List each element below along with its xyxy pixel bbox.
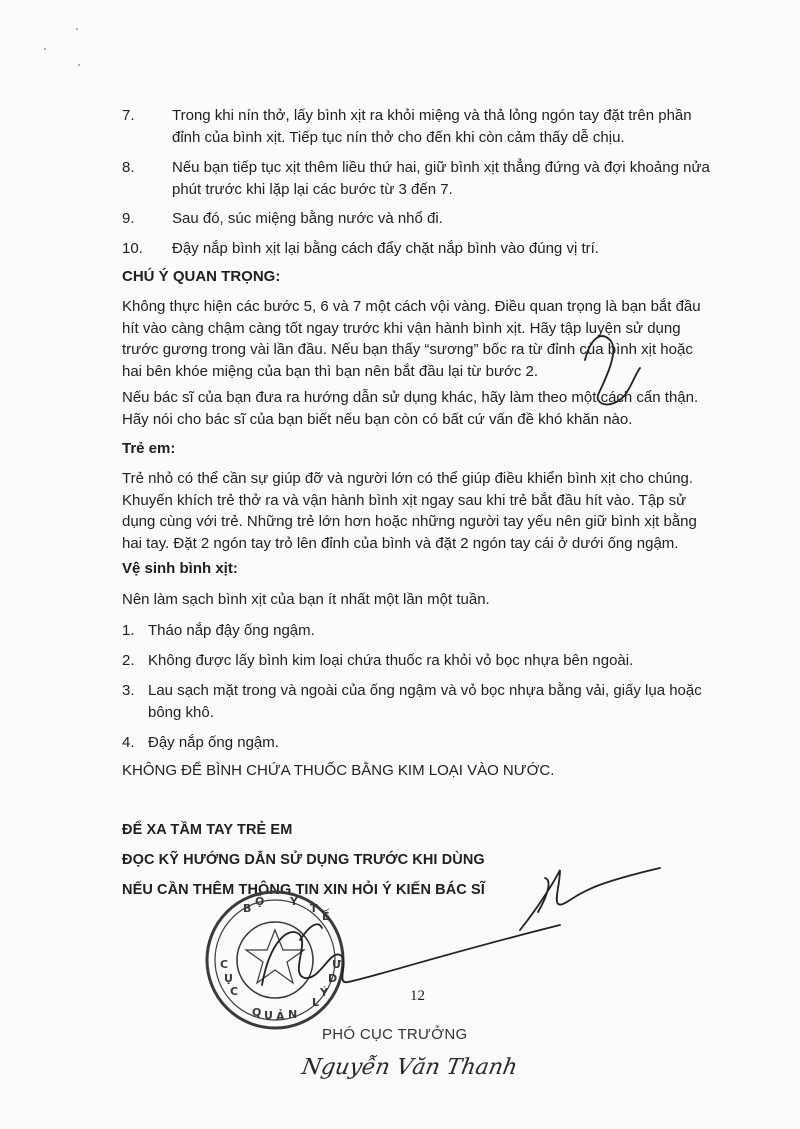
svg-text:D: D bbox=[328, 972, 338, 985]
notice-keep-away: ĐỂ XA TẦM TAY TRẺ EM bbox=[122, 822, 293, 838]
signatory-title: PHÓ CỤC TRƯỞNG bbox=[322, 1026, 468, 1043]
step-9-number: 9. bbox=[122, 210, 135, 227]
children-heading: Trẻ em: bbox=[122, 440, 176, 457]
notice-ask-doctor: NẾU CẦN THÊM THÔNG TIN XIN HỎI Ý KIẾN BÁC SĨ bbox=[122, 882, 485, 898]
step-10-text: Đậy nắp bình xịt lại bằng cách đẩy chặt nắp bình vào đúng vị trí. bbox=[172, 240, 599, 257]
cleaning-warning: KHÔNG ĐỂ BÌNH CHỨA THUỐC BẰNG KIM LOẠI VÀO NƯỚC. bbox=[122, 762, 555, 779]
scan-speck bbox=[78, 64, 80, 66]
cleaning-step-1-number: 1. bbox=[122, 622, 135, 639]
svg-text:Ộ: Ộ bbox=[255, 895, 265, 908]
svg-text:T: T bbox=[310, 902, 318, 915]
svg-text:Ý: Ý bbox=[320, 986, 328, 999]
svg-text:Ả: Ả bbox=[276, 1010, 285, 1023]
svg-text:C: C bbox=[230, 985, 239, 998]
cleaning-step-3-number: 3. bbox=[122, 682, 135, 699]
step-10-number: 10. bbox=[122, 240, 143, 257]
step-8-number: 8. bbox=[122, 159, 135, 176]
svg-text:C: C bbox=[220, 958, 229, 971]
step-7-number: 7. bbox=[122, 107, 135, 124]
important-paragraph-1: Không thực hiện các bước 5, 6 và 7 một cách vội vàng. Điều quan trọng là bạn bắt đầu hít vào càng chậm càng tốt ngay trước khi vận hành bình xịt. Hãy tập luyện sử dụng trước gương trong vài lần đầu. Nếu bạn thấy “sương” bốc ra từ đỉnh của bình xịt hoặc hai bên khóe miệng của bạn thì bạn nên bắt đầu lại từ bước 2. bbox=[122, 298, 701, 380]
scan-speck bbox=[76, 28, 78, 30]
important-paragraph-2: Nếu bác sĩ của bạn đưa ra hướng dẫn sử dụng khác, hãy làm theo một cách cẩn thận. Hãy nói cho bác sĩ của bạn biết nếu bạn còn có bất cứ vấn đề khó khăn nào. bbox=[122, 389, 699, 428]
cleaning-step-4-text: Đậy nắp ống ngậm. bbox=[148, 734, 279, 751]
cleaning-step-4-number: 4. bbox=[122, 734, 135, 751]
cleaning-heading: Vệ sinh bình xịt: bbox=[122, 560, 238, 577]
svg-text:L: L bbox=[312, 996, 320, 1009]
svg-text:B: B bbox=[243, 902, 252, 915]
step-9-text: Sau đó, súc miệng bằng nước và nhổ đi. bbox=[172, 210, 443, 227]
step-7-text: Trong khi nín thở, lấy bình xịt ra khỏi miệng và thả lỏng ngón tay đặt trên phần đỉnh của bình xịt. Tiếp tục nín thở cho đến khi còn cảm thấy dễ chịu. bbox=[172, 107, 692, 146]
svg-text:N: N bbox=[288, 1008, 298, 1021]
page-number: 12 bbox=[410, 988, 425, 1004]
svg-text:Q: Q bbox=[252, 1006, 262, 1019]
important-heading: CHÚ Ý QUAN TRỌNG: bbox=[122, 268, 281, 285]
cleaning-intro: Nên làm sạch bình xịt của bạn ít nhất một lần một tuần. bbox=[122, 591, 490, 608]
scan-speck bbox=[44, 48, 46, 50]
cleaning-step-2-text: Không được lấy bình kim loại chứa thuốc ra khỏi vỏ bọc nhựa bên ngoài. bbox=[148, 652, 634, 669]
svg-text:U: U bbox=[264, 1009, 273, 1022]
svg-text:Ư: Ư bbox=[332, 958, 342, 971]
cleaning-step-1-text: Tháo nắp đậy ống ngậm. bbox=[148, 622, 315, 639]
svg-text:Ụ: Ụ bbox=[224, 972, 233, 985]
children-paragraph: Trẻ nhỏ có thể cần sự giúp đỡ và người lớn có thể giúp điều khiển bình xịt cho chúng. Khuyến khích trẻ thở ra và vận hành bình xịt ngay sau khi trẻ bắt đầu hít vào. Tập sử dụng cùng với trẻ. Những trẻ lớn hơn hoặc những người tay yếu nên giữ bình xịt bằng hai tay. Đặt 2 ngón tay trỏ lên đỉnh của bình và đặt 2 ngón tay cái ở dưới ống ngậm. bbox=[122, 470, 697, 552]
svg-text:Y: Y bbox=[290, 895, 298, 908]
cleaning-step-3-text: Lau sạch mặt trong và ngoài của ống ngậm và vỏ bọc nhựa bằng vải, giấy lụa hoặc bông khô. bbox=[148, 682, 702, 721]
cleaning-step-2-number: 2. bbox=[122, 652, 135, 669]
signatory-name: Nguyễn Văn Thanh bbox=[299, 1055, 520, 1080]
step-8-text: Nếu bạn tiếp tục xịt thêm liều thứ hai, giữ bình xịt thẳng đứng và đợi khoảng nửa phút trước khi lặp lại các bước từ 3 đến 7. bbox=[172, 159, 710, 198]
svg-text:Ế: Ế bbox=[322, 910, 330, 923]
notice-read-carefully: ĐỌC KỸ HƯỚNG DẪN SỬ DỤNG TRƯỚC KHI DÙNG bbox=[122, 852, 485, 868]
